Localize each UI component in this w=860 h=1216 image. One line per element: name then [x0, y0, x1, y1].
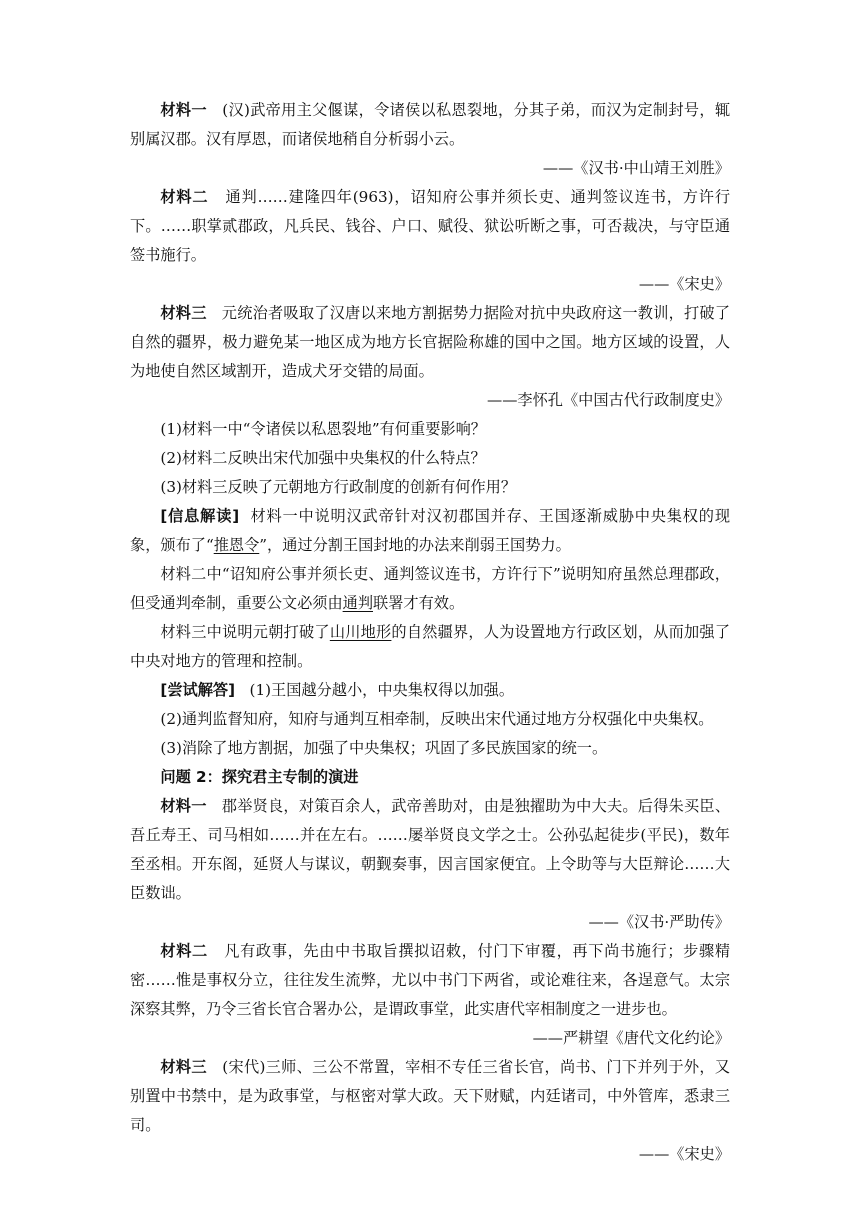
p1-material-3-source: ——李怀孔《中国古代行政制度史》 [487, 391, 730, 409]
p1-material-2-text: 通判……建隆四年(963)，诏知府公事并须长吏、通判签议连书，方许行下。……职掌贰郡政，凡兵民、钱谷、户口、赋役、狱讼听断之事，可否裁决，与守臣通签书施行。 [130, 188, 731, 264]
p2-material-3-label: 材料三 [160, 1058, 207, 1076]
p1-material-3 [130, 299, 730, 386]
answer-1-text: (1)王国越分越小，中央集权得以加强。 [249, 681, 515, 699]
p1-material-2-label: 材料二 [160, 188, 209, 206]
question-1: (1)材料一中“令诸侯以私恩裂地”有何重要影响？ [160, 420, 486, 438]
info-interpretation-label: [信息解读] [160, 507, 240, 525]
p2-material-3-source: ——《宋史》 [638, 1145, 730, 1163]
info-2-keyword: 通判 [342, 594, 373, 612]
answer-3: (3)消除了地方割据，加强了中央集权；巩固了多民族国家的统一。 [160, 739, 608, 757]
p1-material-2 [130, 183, 730, 270]
document-body [130, 96, 730, 1169]
info-interpretation-3 [130, 618, 730, 676]
info-1-text-a: 材料一中说明汉武帝针对汉初郡国并存、王国逐渐威胁中央集权的现象，颁布了“ [130, 507, 731, 554]
info-3-keyword: 山川地形 [329, 623, 392, 641]
p2-material-1-text: 郡举贤良，对策百余人，武帝善助对，由是独擢助为中大夫。后得朱买臣、吾丘寿王、司马相如……并在左右。……屡举贤良文学之士。公孙弘起徒步(平民)，数年至丞相。开东阁，延贤人与谋议，朝觐奏事，因言国家便宜。上令助等与大臣辩论……大臣数诎。 [130, 797, 731, 902]
p1-material-1-text: (汉)武帝用主父偃谋，令诸侯以私恩裂地，分其子弟，而汉为定制封号，辄别属汉郡。汉有厚恩，而诸侯地稍自分析弱小云。 [130, 101, 731, 148]
info-2-text-b: 联署才有效。 [373, 594, 465, 612]
p1-material-2-source: ——《宋史》 [638, 275, 730, 293]
answer-2: (2)通判监督知府，知府与通判互相牵制，反映出宋代通过地方分权强化中央集权。 [160, 710, 714, 728]
p1-material-1 [130, 96, 730, 154]
info-1-keyword: 推恩令 [213, 536, 260, 554]
p1-material-1-source: ——《汉书·中山靖王刘胜》 [542, 159, 730, 177]
p2-material-3 [130, 1053, 730, 1140]
info-1-text-b: ”，通过分割王国封地的办法来削弱王国势力。 [259, 536, 571, 554]
problem-2-title: 问题 2：探究君主专制的演进 [160, 768, 359, 786]
p1-material-3-text: 元统治者吸取了汉唐以来地方割据势力据险对抗中央政府这一教训，打破了自然的疆界，极力避免某一地区成为地方长官据险称雄的国中之国。地方区域的设置，人为地使自然区域割开，造成犬牙交错的局面。 [130, 304, 731, 380]
p1-material-1-label: 材料一 [160, 101, 207, 119]
question-3: (3)材料三反映了元朝地方行政制度的创新有何作用？ [160, 478, 517, 496]
info-interpretation-2 [130, 560, 730, 618]
attempt-answer-label: [尝试解答] [160, 681, 236, 699]
info-2-text-a: 材料二中“诏知府公事并须长吏、通判签议连书，方许行下”说明知府虽然总理郡政，但受通判牵制，重要公文必须由 [130, 565, 730, 612]
p2-material-3-text: (宋代)三师、三公不常置，宰相不专任三省长官，尚书、门下并列于外，又别置中书禁中，是为政事堂，与枢密对掌大政。天下财赋，内廷诸司，中外管库，悉隶三司。 [130, 1058, 731, 1134]
info-interpretation-1 [130, 502, 730, 560]
info-3-text-a: 材料三中说明元朝打破了 [160, 623, 330, 641]
p2-material-2-text: 凡有政事，先由中书取旨撰拟诏敕，付门下审覆，再下尚书施行；步骤精密……惟是事权分立，往往发生流弊，尤以中书门下两省，或论难往来，各逞意气。太宗深察其弊，乃令三省长官合署办公，是谓政事堂，此实唐代宰相制度之一进步也。 [130, 942, 731, 1018]
p1-material-3-label: 材料三 [160, 304, 207, 322]
p2-material-1-source: ——《汉书·严助传》 [588, 913, 730, 931]
p2-material-2 [130, 937, 730, 1024]
question-2: (2)材料二反映出宋代加强中央集权的什么特点？ [160, 449, 486, 467]
p2-material-2-label: 材料二 [160, 942, 208, 960]
p2-material-2-source: ——严耕望《唐代文化约论》 [532, 1029, 730, 1047]
info-3-text-b: 的自然疆界，人为设置地方行政区划，从而加强了中央对地方的管理和控制。 [130, 623, 731, 670]
attempt-answer-1 [130, 676, 730, 705]
p2-material-1 [130, 792, 730, 908]
p2-material-1-label: 材料一 [160, 797, 207, 815]
